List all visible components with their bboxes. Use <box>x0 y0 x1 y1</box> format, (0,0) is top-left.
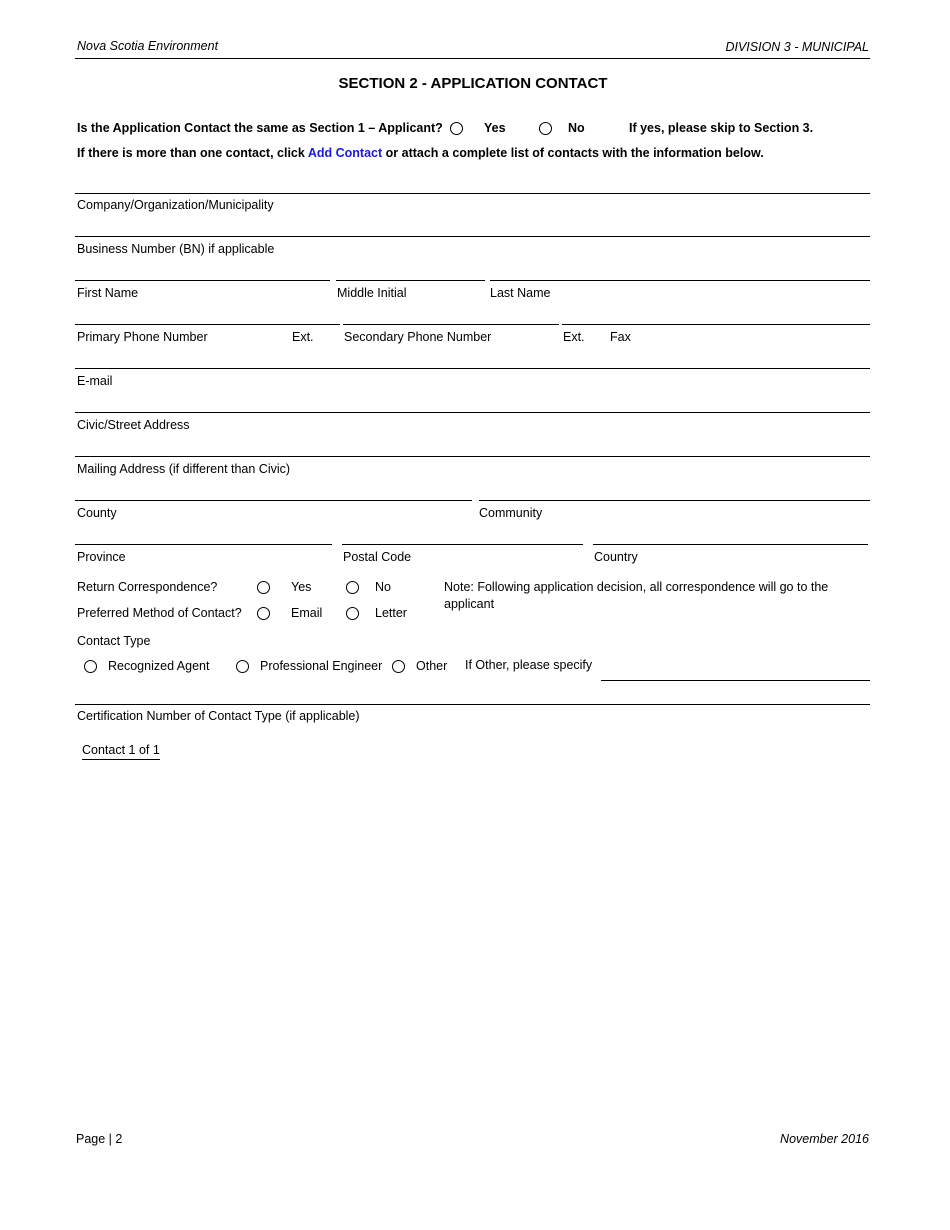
contact-type-engineer-radio[interactable] <box>236 660 249 673</box>
fax-input[interactable] <box>563 303 872 325</box>
first-name-label: First Name <box>77 286 139 300</box>
preferred-contact-email-label: Email <box>291 606 323 620</box>
mailing-address-label: Mailing Address (if different than Civic) <box>77 462 291 476</box>
middle-initial-input[interactable] <box>337 259 486 281</box>
header-right: DIVISION 3 - MUNICIPAL <box>725 40 869 54</box>
return-correspondence-no-radio[interactable] <box>346 581 359 594</box>
last-name-line <box>490 280 870 281</box>
primary-phone-input[interactable] <box>77 303 341 325</box>
last-name-label: Last Name <box>490 286 551 300</box>
contact-type-engineer-label: Professional Engineer <box>260 659 383 673</box>
contact-counter: Contact 1 of 1 <box>82 743 160 760</box>
preferred-contact-label: Preferred Method of Contact? <box>77 606 242 620</box>
country-line <box>593 544 868 545</box>
other-specify-line <box>601 680 870 681</box>
community-line <box>479 500 870 501</box>
company-input[interactable] <box>77 171 871 193</box>
preferred-contact-letter-label: Letter <box>375 606 407 620</box>
county-label: County <box>77 506 117 520</box>
email-line <box>75 368 870 369</box>
country-label: Country <box>594 550 638 564</box>
certification-line <box>75 704 870 705</box>
same-as-applicant-no-radio[interactable] <box>539 122 552 135</box>
email-input[interactable] <box>77 347 871 369</box>
county-input[interactable] <box>77 479 473 501</box>
return-correspondence-label: Return Correspondence? <box>77 580 218 594</box>
middle-initial-label: Middle Initial <box>337 286 407 300</box>
civic-address-label: Civic/Street Address <box>77 418 190 432</box>
civic-address-input[interactable] <box>77 391 871 413</box>
middle-initial-line <box>336 280 485 281</box>
header-divider <box>75 58 870 59</box>
secondary-ext-label: Ext. <box>563 330 585 344</box>
other-specify-input[interactable] <box>602 658 872 680</box>
civic-address-line <box>75 412 870 413</box>
same-as-applicant-yes-label: Yes <box>484 121 506 135</box>
certification-label: Certification Number of Contact Type (if applicable) <box>77 709 360 723</box>
same-as-applicant-no-label: No <box>568 121 585 135</box>
certification-input[interactable] <box>77 682 871 704</box>
postal-code-line <box>342 544 583 545</box>
primary-phone-line <box>75 324 340 325</box>
other-specify-label: If Other, please specify <box>465 658 593 672</box>
fax-line <box>562 324 870 325</box>
contact-type-label: Contact Type <box>77 634 151 648</box>
country-input[interactable] <box>594 523 870 545</box>
first-name-input[interactable] <box>77 259 331 281</box>
company-line <box>75 193 870 194</box>
community-input[interactable] <box>480 479 872 501</box>
county-line <box>75 500 472 501</box>
return-correspondence-yes-label: Yes <box>291 580 312 594</box>
province-input[interactable] <box>77 523 333 545</box>
fax-label: Fax <box>610 330 631 344</box>
return-correspondence-no-label: No <box>375 580 391 594</box>
primary-phone-label: Primary Phone Number <box>77 330 208 344</box>
business-number-input[interactable] <box>77 215 871 237</box>
same-as-applicant-question: Is the Application Contact the same as Section 1 – Applicant? <box>77 121 443 135</box>
contact-type-agent-radio[interactable] <box>84 660 97 673</box>
secondary-phone-input[interactable] <box>344 303 560 325</box>
business-number-label: Business Number (BN) if applicable <box>77 242 275 256</box>
preferred-contact-letter-radio[interactable] <box>346 607 359 620</box>
province-label: Province <box>77 550 126 564</box>
same-as-applicant-yes-radio[interactable] <box>450 122 463 135</box>
company-label: Company/Organization/Municipality <box>77 198 274 212</box>
correspondence-note-line2: applicant <box>444 597 495 611</box>
return-correspondence-yes-radio[interactable] <box>257 581 270 594</box>
contact-type-other-radio[interactable] <box>392 660 405 673</box>
more-contacts-prefix: If there is more than one contact, click <box>77 146 305 160</box>
business-number-line <box>75 236 870 237</box>
postal-code-label: Postal Code <box>343 550 412 564</box>
more-contacts-text <box>77 146 764 160</box>
mailing-address-input[interactable] <box>77 435 871 457</box>
page-number: Page | 2 <box>76 1132 123 1146</box>
header-left: Nova Scotia Environment <box>77 39 219 53</box>
postal-code-input[interactable] <box>343 523 584 545</box>
skip-hint: If yes, please skip to Section 3. <box>629 121 814 135</box>
more-contacts-suffix: or attach a complete list of contacts with the information below. <box>385 146 764 160</box>
correspondence-note: Note: Following application decision, all correspondence will go to the <box>444 580 829 594</box>
preferred-contact-email-radio[interactable] <box>257 607 270 620</box>
primary-ext-label: Ext. <box>292 330 314 344</box>
footer-date: November 2016 <box>780 1132 869 1146</box>
province-line <box>75 544 332 545</box>
page-title: SECTION 2 - APPLICATION CONTACT <box>338 75 608 92</box>
email-label: E-mail <box>77 374 113 388</box>
secondary-phone-label: Secondary Phone Number <box>344 330 492 344</box>
last-name-input[interactable] <box>490 259 872 281</box>
first-name-line <box>75 280 330 281</box>
contact-type-agent-label: Recognized Agent <box>108 659 210 673</box>
mailing-address-line <box>75 456 870 457</box>
contact-type-other-label: Other <box>416 659 448 673</box>
add-contact-link[interactable]: Add Contact <box>307 146 383 160</box>
community-label: Community <box>479 506 543 520</box>
secondary-phone-line <box>343 324 559 325</box>
